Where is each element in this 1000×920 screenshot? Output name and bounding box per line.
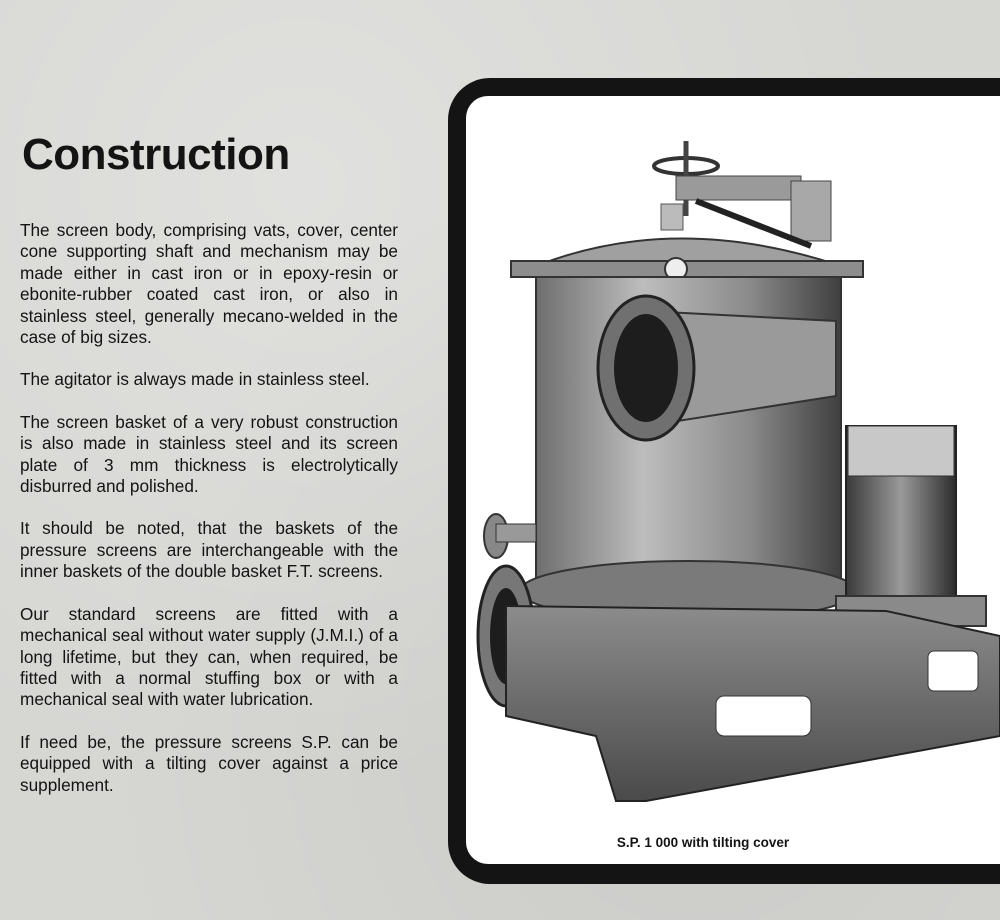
figure-caption: S.P. 1 000 with tilting cover (616, 835, 790, 850)
photo-frame (448, 78, 1000, 884)
body-text (20, 220, 398, 817)
base-frame (506, 606, 1000, 801)
paragraph: If need be, the pressure screens S.P. can be equipped with a tilting cover against a price supplement. (20, 731, 398, 795)
paragraph: Our standard screens are fitted with a mechanical seal without water supply (J.M.I.) of a long lifetime, but they can, when required, be fitted with a normal stuffing box or with a mechanical seal with water lubrication. (20, 603, 398, 710)
photo-panel (466, 96, 1000, 864)
paragraph: The screen body, comprising vats, cover, center cone supporting shaft and mechanism may be made either in cast iron or in epoxy-resin or ebonite-rubber coated cast iron, or also in stainless steel, generally mecano-welded in the case of big sizes. (20, 220, 398, 348)
paragraph: The agitator is always made in stainless steel. (20, 369, 370, 390)
drive-motor (836, 426, 986, 626)
paragraph: It should be noted, that the baskets of the pressure screens are interchangeable with the inner baskets of the double basket F.T. screens. (20, 518, 398, 582)
paragraph: The screen basket of a very robust construction is also made in stainless steel and its screen plate of 3 mm thickness is electrolytically disburred and polished. (20, 411, 398, 497)
page-title: Construction (22, 130, 290, 179)
pressure-screen-illustration (466, 96, 1000, 864)
